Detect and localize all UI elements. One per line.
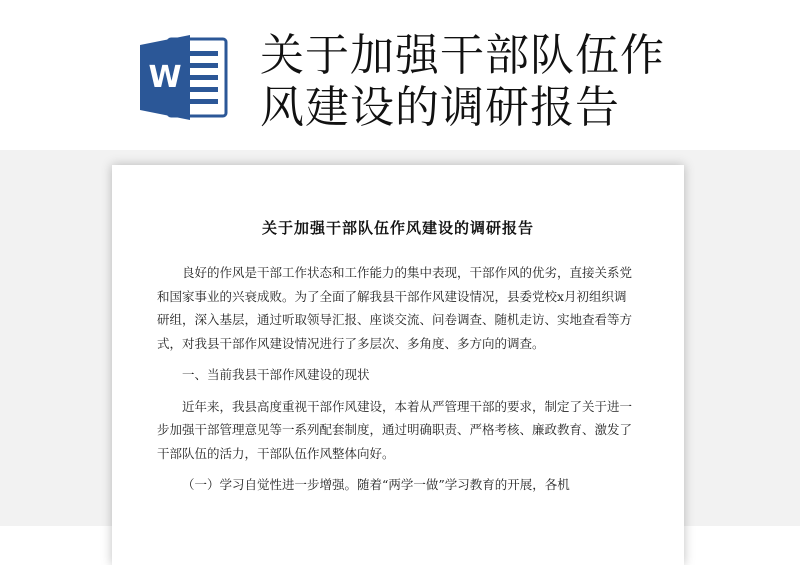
word-document-icon: [140, 35, 230, 120]
banner-title-line-1: 关于加强干部队伍作: [260, 30, 665, 81]
document-page: [112, 165, 684, 565]
banner-title: [260, 30, 780, 134]
section-heading: 一、当前我县干部作风建设的现状: [182, 367, 370, 382]
banner-title-line-2: 风建设的调研报告: [260, 82, 620, 133]
paragraph-subsection-1: （一）学习自觉性进一步增强。随着“两学一做”学习教育的开展，各机: [182, 477, 570, 492]
paragraph-intro: 良好的作风是干部工作状态和工作能力的集中表现，干部作风的优劣，直接关系党和国家事业的兴衰成败。为了全面了解我县干部作风建设情况，县委党校x月初组织调研组，深入基层，通过听取领导汇报、座谈交流、问卷调查、随机走访、实地查看等方式，对我县干部作风建设情况进行了多层次、多角度、多方向的调查。: [157, 265, 633, 351]
banner: [0, 0, 800, 150]
paragraph-recent-years: 近年来，我县高度重视干部作风建设，本着从严管理干部的要求，制定了关于进一步加强干部管理意见等一系列配套制度，通过明确职责、严格考核、廉政教育、激发了干部队伍的活力，干部队伍作风整体向好。: [157, 398, 633, 461]
word-icon-letter: W: [148, 60, 182, 95]
document-title: 关于加强干部队伍作风建设的调研报告: [261, 219, 534, 237]
document-body: [157, 261, 637, 497]
